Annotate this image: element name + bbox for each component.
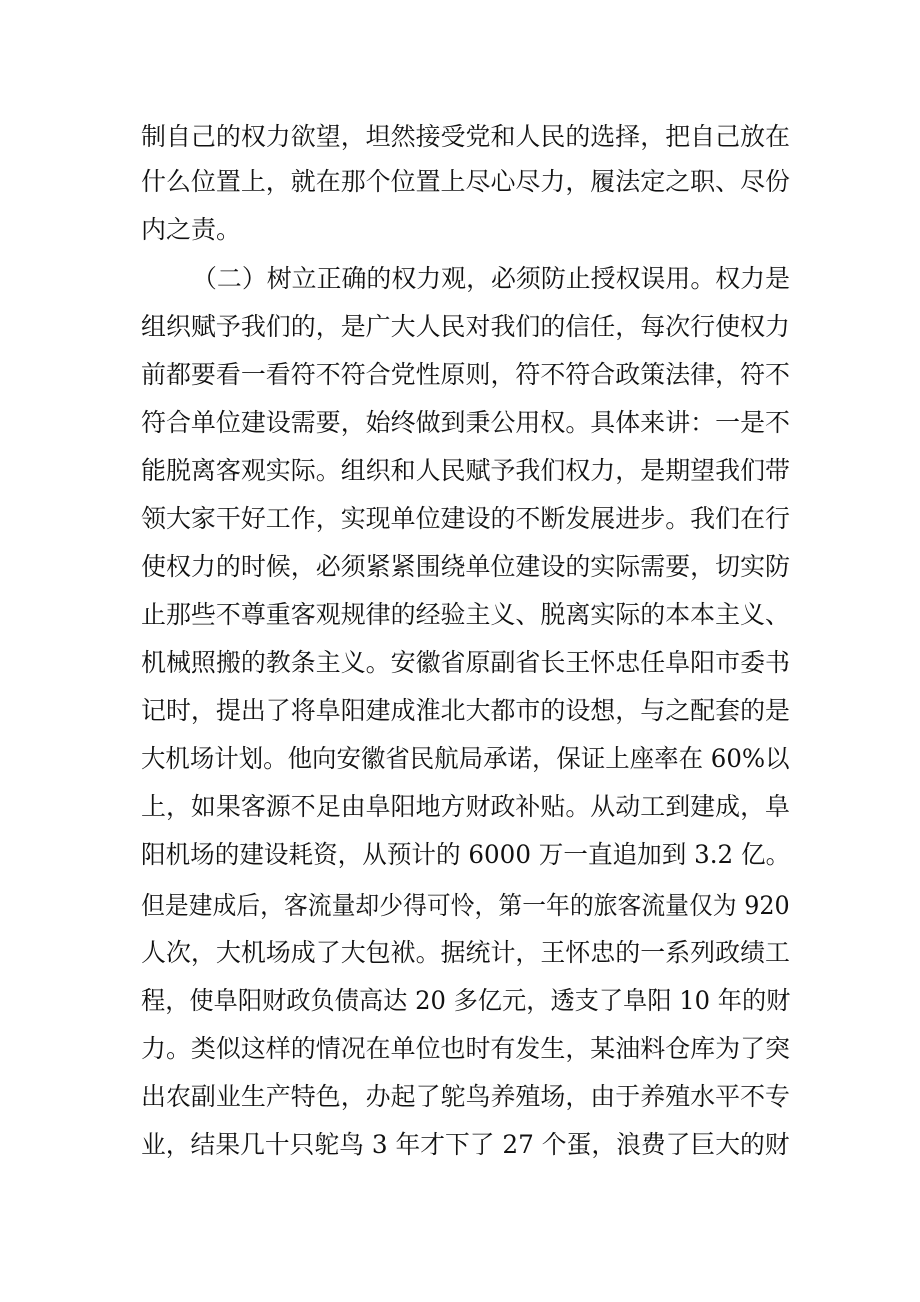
- text-line-17: 但是建成后，客流量却少得可怜，第一年的旅客流量仅为 920: [141, 891, 790, 920]
- text-line-1: 制自己的权力欲望，坦然接受党和人民的选择，把自己放在: [141, 122, 791, 151]
- text-line-6: 前都要看一看符不符合党性原则，符不符合政策法律，符不: [141, 360, 791, 389]
- text-line-5: 组织赋予我们的，是广大人民对我们的信任，每次行使权力: [141, 312, 791, 341]
- text-line-11: 止那些不尊重客观规律的经验主义、脱离实际的本本主义、: [141, 600, 791, 629]
- text-line-13: 记时，提出了将阜阳建成淮北大都市的设想，与之配套的是: [141, 696, 791, 725]
- text-line-20: 力。类似这样的情况在单位也时有发生，某油料仓库为了突: [141, 1034, 791, 1063]
- text-line-21: 出农副业生产特色，办起了鸵鸟养殖场，由于养殖水平不专: [141, 1082, 791, 1111]
- text-line-10: 使权力的时候，必须紧紧围绕单位建设的实际需要，切实防: [141, 552, 791, 581]
- text-line-12: 机械照搬的教条主义。安徽省原副省长王怀忠任阜阳市委书: [141, 648, 791, 677]
- text-line-16: 阳机场的建设耗资，从预计的 6000 万一直追加到 3.2 亿。: [141, 840, 791, 869]
- text-line-19: 程，使阜阳财政负债高达 20 多亿元，透支了阜阳 10 年的财: [141, 986, 791, 1015]
- text-line-9: 领大家干好工作，实现单位建设的不断发展进步。我们在行: [141, 504, 791, 533]
- text-line-14: 大机场计划。他向安徽省民航局承诺，保证上座率在 60%以: [141, 744, 790, 773]
- text-line-15: 上，如果客源不足由阜阳地方财政补贴。从动工到建成，阜: [141, 792, 791, 821]
- text-line-7: 符合单位建设需要，始终做到秉公用权。具体来讲：一是不: [141, 408, 791, 437]
- paragraph-2-first-line: （二）树立正确的权力观，必须防止授权误用。权力是: [192, 264, 791, 293]
- text-line-3: 内之责。: [141, 215, 242, 244]
- text-line-2: 什么位置上，就在那个位置上尽心尽力，履法定之职、尽份: [141, 167, 791, 196]
- text-line-18: 人次，大机场成了大包袱。据统计，王怀忠的一系列政绩工: [141, 938, 791, 967]
- text-line-22: 业，结果几十只鸵鸟 3 年才下了 27 个蛋，浪费了巨大的财: [141, 1130, 790, 1159]
- text-line-8: 能脱离客观实际。组织和人民赋予我们权力，是期望我们带: [141, 456, 791, 485]
